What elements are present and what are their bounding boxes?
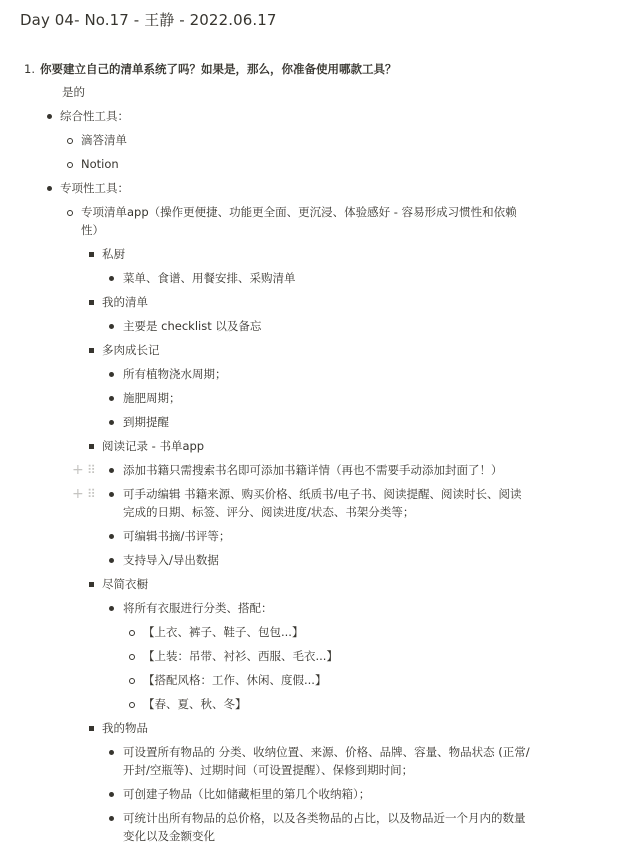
bullet-circle	[67, 138, 73, 144]
special-tools-label: 专项性工具：	[60, 181, 129, 195]
bullet-square	[89, 348, 94, 353]
bullet-circle	[129, 654, 135, 660]
bullet-square	[89, 582, 94, 587]
page-title: Day 04- No.17 - 王静 - 2022.06.17	[20, 11, 277, 29]
drag-handle-icon[interactable]: ⠿	[87, 487, 96, 501]
bullet-disc	[109, 534, 114, 539]
list-item-cont: 开封/空瓶等)、过期时间（可设置提醒）、保修到期时间；	[123, 763, 414, 777]
list-item: 添加书籍只需搜索书名即可添加书籍详情（再也不需要手动添加封面了！）	[123, 463, 503, 477]
list-item-cont: 完成的日期、标签、评分、阅读进度/状态、书架分类等；	[123, 505, 415, 519]
add-block-icon[interactable]: +	[72, 462, 84, 478]
bullet-circle	[67, 162, 73, 168]
add-block-icon[interactable]: +	[72, 486, 84, 502]
list-item: 将所有衣服进行分类、搭配：	[123, 601, 273, 615]
bullet-square	[89, 444, 94, 449]
list-item: 多肉成长记	[102, 343, 160, 357]
drag-handle-icon[interactable]: ⠿	[87, 463, 96, 477]
answer-text: 是的	[62, 85, 85, 99]
bullet-disc	[109, 816, 114, 821]
bullet-disc	[109, 324, 114, 329]
bullet-disc	[109, 792, 114, 797]
list-item: 所有植物浇水周期；	[123, 367, 227, 381]
list-item: 我的清单	[102, 295, 148, 309]
bullet-disc	[47, 114, 52, 119]
list-number: 1.	[24, 62, 35, 76]
list-item: 可设置所有物品的 分类、收纳位置、来源、价格、品牌、容量、物品状态 (正常/	[123, 745, 530, 759]
bullet-disc	[109, 468, 114, 473]
bullet-disc	[109, 276, 114, 281]
list-item: Notion	[81, 157, 119, 171]
app-description-cont: 性）	[81, 223, 104, 237]
bullet-disc	[47, 186, 52, 191]
question-text: 你要建立自己的清单系统了吗？如果是，那么，你准备使用哪款工具？	[40, 62, 397, 76]
list-item: 【搭配风格：工作、休闲、度假...】	[143, 673, 327, 687]
bullet-square	[89, 252, 94, 257]
list-item: 施肥周期；	[123, 391, 181, 405]
bullet-disc	[109, 492, 114, 497]
bullet-circle	[129, 678, 135, 684]
bullet-disc	[109, 396, 114, 401]
bullet-square	[89, 726, 94, 731]
list-item: 【上装：吊带、衬衫、西服、毛衣...】	[143, 649, 338, 663]
bullet-circle	[67, 210, 73, 216]
list-item: 可手动编辑 书籍来源、购买价格、纸质书/电子书、阅读提醒、阅读时长、阅读	[123, 487, 522, 501]
list-item: 滴答清单	[81, 133, 127, 147]
bullet-disc	[109, 558, 114, 563]
list-item: 可编辑书摘/书评等；	[123, 529, 231, 543]
general-tools-label: 综合性工具：	[60, 109, 129, 123]
bullet-circle	[129, 702, 135, 708]
list-item: 阅读记录 - 书单app	[102, 439, 205, 453]
list-item-cont: 变化以及金额变化	[123, 829, 215, 843]
list-item: 【春、夏、秋、冬】	[143, 697, 247, 711]
bullet-circle	[129, 630, 135, 636]
app-description: 专项清单app（操作更便捷、功能更全面、更沉浸、体验感好 - 容易形成习惯性和依赖	[81, 205, 517, 219]
list-item: 可创建子物品（比如储藏柜里的第几个收纳箱）；	[123, 787, 371, 801]
list-item: 【上衣、裤子、鞋子、包包...】	[143, 625, 304, 639]
list-item: 可统计出所有物品的总价格，以及各类物品的占比，以及物品近一个月内的数量	[123, 811, 526, 825]
list-item: 主要是 checklist 以及备忘	[123, 319, 262, 333]
list-item: 私厨	[102, 247, 125, 261]
bullet-disc	[109, 606, 114, 611]
list-item: 支持导入/导出数据	[123, 553, 219, 567]
bullet-disc	[109, 420, 114, 425]
list-item: 尽简衣橱	[102, 577, 148, 591]
list-item: 我的物品	[102, 721, 148, 735]
bullet-disc	[109, 372, 114, 377]
bullet-square	[89, 300, 94, 305]
bullet-disc	[109, 750, 114, 755]
list-item: 菜单、食谱、用餐安排、采购清单	[123, 271, 296, 285]
list-item: 到期提醒	[123, 415, 169, 429]
